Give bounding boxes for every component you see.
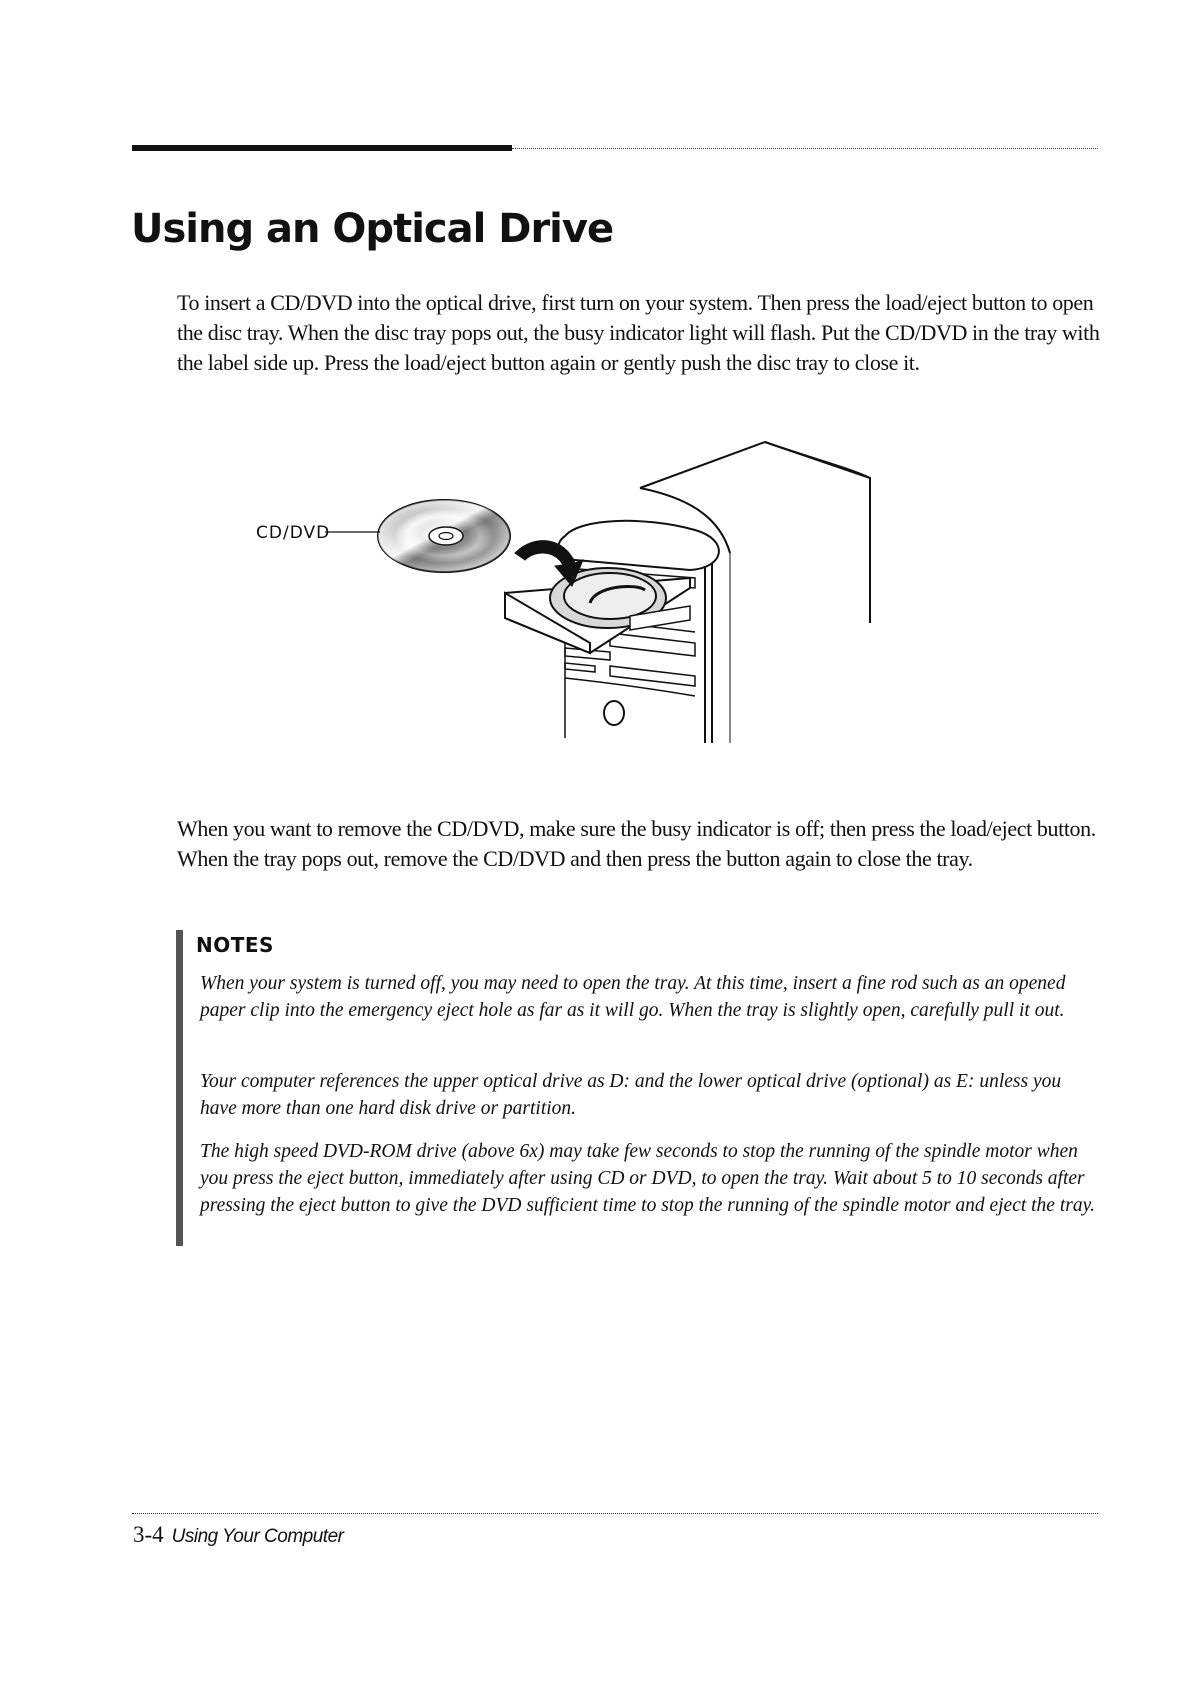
footer-section-title: Using Your Computer xyxy=(171,1526,344,1547)
page-number: 3-4 xyxy=(133,1522,164,1547)
page-footer xyxy=(133,1522,343,1548)
optical-drive-illustration xyxy=(250,438,880,758)
notes-sidebar-bar xyxy=(176,930,183,1246)
header-rule-solid xyxy=(132,145,512,151)
note-item: Your computer references the upper optical drive as D: and the lower optical drive (optional) as E: unless you have more than one hard disk drive or partition. xyxy=(200,1071,1062,1119)
open-disc-tray xyxy=(505,568,690,653)
remove-disc-paragraph: When you want to remove the CD/DVD, make sure the busy indicator is off; then press the load/eject button. When the tray pops out, remove the CD/DVD and then press the button again to close the tray. xyxy=(177,816,1096,871)
notes-title: NOTES xyxy=(196,933,274,957)
header-rule xyxy=(132,145,1098,151)
cd-dvd-disc xyxy=(378,500,510,572)
note-item: The high speed DVD-ROM drive (above 6x) may take few seconds to stop the running of the spindle motor when you press the eject button, immediately after using CD or DVD, to open the tray. Wait about 5 to 10 seconds after pressing the eject button to give the DVD sufficient time to stop the running of the spindle motor and eject the tray. xyxy=(200,1141,1096,1216)
computer-tower-drawing xyxy=(250,438,880,758)
cd-dvd-callout-label: CD/DVD xyxy=(256,523,331,543)
intro-paragraph: To insert a CD/DVD into the optical drive, first turn on your system. Then press the load/eject button to open the disc tray. When the disc tray pops out, the busy indicator light will flash. Put the CD/DVD in the tray with the label side up. Press the load/eject button again or gently push the disc tray to close it. xyxy=(177,290,1100,375)
drive-bay-top xyxy=(558,521,718,570)
header-rule-dotted xyxy=(512,148,1098,149)
power-button xyxy=(604,701,624,725)
notes-box xyxy=(176,930,1106,1246)
note-item: When your system is turned off, you may need to open the tray. At this time, insert a fine rod such as an opened paper clip into the emergency eject hole as far as it will go. When the tray is slightly open, carefully pull it out. xyxy=(200,973,1066,1021)
footer-rule xyxy=(132,1513,1098,1514)
page-title: Using an Optical Drive xyxy=(131,206,614,252)
